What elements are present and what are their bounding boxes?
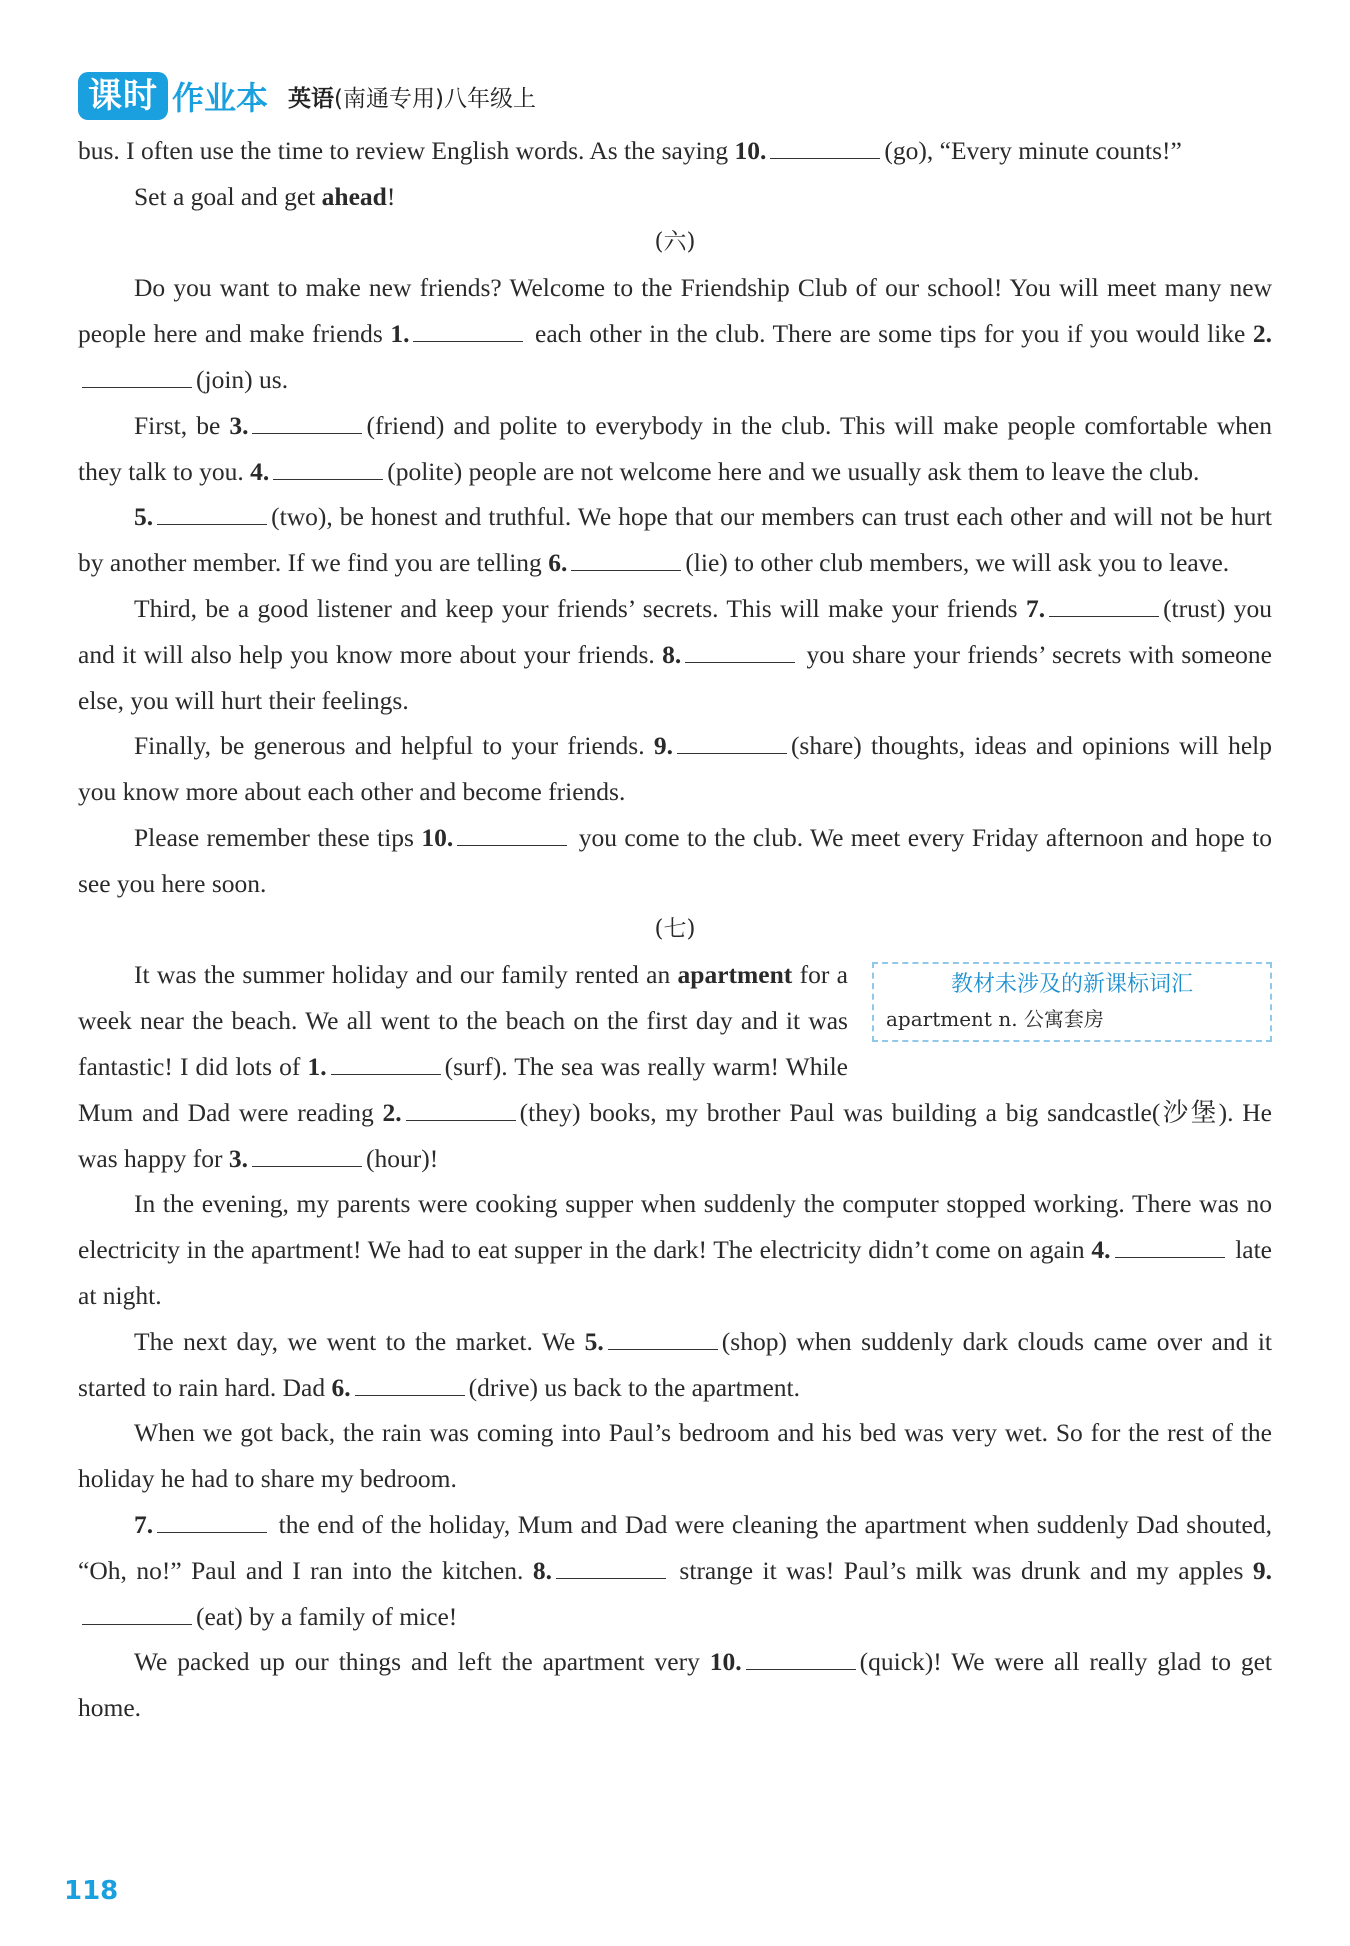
question-number: 10. [734,136,767,165]
bold-word: apartment [677,960,793,990]
text-run: Do you want to make new friends? Welcome to the Friendship Club of our school! You will meet many new people here and make friends [78,273,1272,349]
question-number: 8. [532,1555,552,1585]
vocab-title: 教材未涉及的新课标词汇 [950,972,1193,998]
s6-para-4 [78,586,1272,723]
vocabulary-note-box [872,962,1272,1042]
answer-blank[interactable] [677,729,787,754]
logo-box: 课时 [78,72,168,120]
subject-label [288,80,536,113]
answer-blank[interactable] [82,363,192,388]
answer-blank[interactable] [685,638,795,663]
question-number: 5. [134,502,154,532]
text-run: Third, be a good listener and keep your friends’ secrets. This will make your friends [134,593,1026,623]
text-run: First, be [134,410,230,440]
text-run: (lie) to other club members, we will ask you to leave. [685,548,1230,578]
answer-blank[interactable] [157,1508,267,1533]
question-number: 9. [1252,1555,1272,1585]
page-header [78,68,536,124]
s7-para-3 [78,1319,1272,1411]
s6-para-3 [78,494,1272,586]
section-7-title: (七) [654,915,696,942]
s7-para-6 [78,1639,1272,1731]
question-number: 3. [229,410,249,440]
answer-blank[interactable] [770,134,880,159]
s6-para-5 [78,723,1272,815]
text-run: Finally, be generous and helpful to your friends. [134,731,654,761]
s7-para-4: When we got back, the rain was coming into Paul’s bedroom and his bed was very wet. So for the rest of the holiday he had to share my bedroom. [78,1418,1272,1494]
subject-rest: (南通专用)八年级上 [334,85,536,112]
question-number: 7. [134,1509,154,1539]
text-run: you come to the club. We meet every Friday afternoon and hope to see you here soon. [78,822,1272,898]
answer-blank[interactable] [1115,1233,1225,1258]
page-content [78,128,1272,1731]
text-run: In the evening, my parents were cooking supper when suddenly the computer stopped working. There was no electricity in the apartment! We had to eat supper in the dark! The electricity didn’t come on again [78,1189,1272,1265]
answer-blank[interactable] [413,317,523,342]
answer-blank[interactable] [82,1600,192,1625]
question-number: 8. [662,639,682,669]
s7-para-2 [78,1181,1272,1318]
text-run: (share) thoughts, ideas and opinions will help you know more about each other and become friends. [78,731,1272,807]
text-run: Please remember these tips [134,822,422,852]
answer-blank[interactable] [556,1554,666,1579]
text-run: The next day, we went to the market. We [134,1326,585,1356]
s6-para-6 [78,815,1272,907]
section-6-title: (六) [654,228,696,255]
text-run: ! [386,181,396,211]
question-number: 2. [382,1097,402,1127]
answer-blank[interactable] [355,1371,465,1396]
text-run: you share your friends’ secrets with someone else, you will hurt their feelings. [78,639,1272,715]
text-run: (friend) and polite to everybody in the club. This will make people comfortable when they talk to you. [78,410,1272,486]
question-number: 6. [548,548,568,578]
text-run: bus. I often use the time to review English words. As the saying [78,136,735,165]
text-run: We packed up our things and left the apartment very [134,1647,710,1677]
question-number: 4. [250,456,270,486]
text-run: late at night. [78,1235,1272,1310]
question-number: 1. [307,1051,327,1081]
text-run: It was the summer holiday and our family rented an [134,960,678,990]
intro-para-2 [78,174,1272,220]
question-number: 4. [1091,1235,1111,1265]
s6-para-1 [78,265,1272,402]
answer-blank[interactable] [1049,592,1159,617]
text-run: (eat) by a family of mice! [196,1601,458,1631]
answer-blank[interactable] [157,500,267,525]
text-run: (quick)! We were all really glad to get home. [78,1647,1273,1723]
text-run: (drive) us back to the apartment. [468,1372,801,1402]
bold-word: ahead [321,181,387,211]
answer-blank[interactable] [746,1645,856,1670]
text-run: (hour)! [365,1143,439,1173]
text-run: the end of the holiday, Mum and Dad were cleaning the apartment when suddenly Dad shouted, “Oh, no!” Paul and I ran into the kitchen. [78,1509,1272,1585]
answer-blank[interactable] [571,546,681,571]
text-run: (join) us. [196,364,289,394]
vocab-entry: apartment n. 公寓套房 [886,1007,1104,1032]
text-run: each other in the club. There are some tips for you if you would like [527,319,1253,349]
question-number: 2. [1252,319,1272,349]
page-number: 118 [64,1876,119,1906]
text-run: (polite) people are not welcome here and we usually ask them to leave the club. [387,456,1200,486]
text-run: (they) books, my brother Paul was building a big sandcastle(沙堡). He was happy for [78,1097,1272,1173]
text-run: strange it was! Paul’s milk was drunk and my apples [669,1555,1253,1585]
question-number: 6. [331,1372,351,1402]
answer-blank[interactable] [457,821,567,846]
question-number: 10. [421,822,454,852]
text-run: (surf). The sea was really warm! While Mum and Dad were reading [78,1051,848,1127]
intro-para-1 [78,128,1272,174]
brand-logo [78,72,268,120]
question-number: 1. [390,319,410,349]
answer-blank[interactable] [406,1096,516,1121]
answer-blank[interactable] [252,1142,362,1167]
text-run: (go), “Every minute counts!” [884,136,1182,165]
question-number: 9. [653,731,673,761]
subject-bold: 英语 [288,85,335,112]
question-number: 3. [228,1143,248,1173]
question-number: 10. [709,1647,742,1677]
answer-blank[interactable] [273,455,383,480]
text-run: for a week near the beach. We all went to the beach on the first day and it was fantastic! I did lots of [78,960,848,1081]
answer-blank[interactable] [252,409,362,434]
answer-blank[interactable] [608,1325,718,1350]
text-run: (trust) you and it will also help you know more about your friends. [78,593,1272,669]
text-run: (two), be honest and truthful. We hope that our members can trust each other and will not be hurt by another member. If we find you are telling [78,502,1272,578]
answer-blank[interactable] [331,1050,441,1075]
s7-para-5 [78,1502,1272,1639]
text-run: (shop) when suddenly dark clouds came over and it started to rain hard. Dad [78,1326,1272,1402]
text-run: Set a goal and get [134,181,322,211]
question-number: 5. [584,1326,604,1356]
s6-para-2 [78,403,1272,495]
logo-text: 作业本 [172,79,269,117]
question-number: 7. [1025,593,1046,623]
